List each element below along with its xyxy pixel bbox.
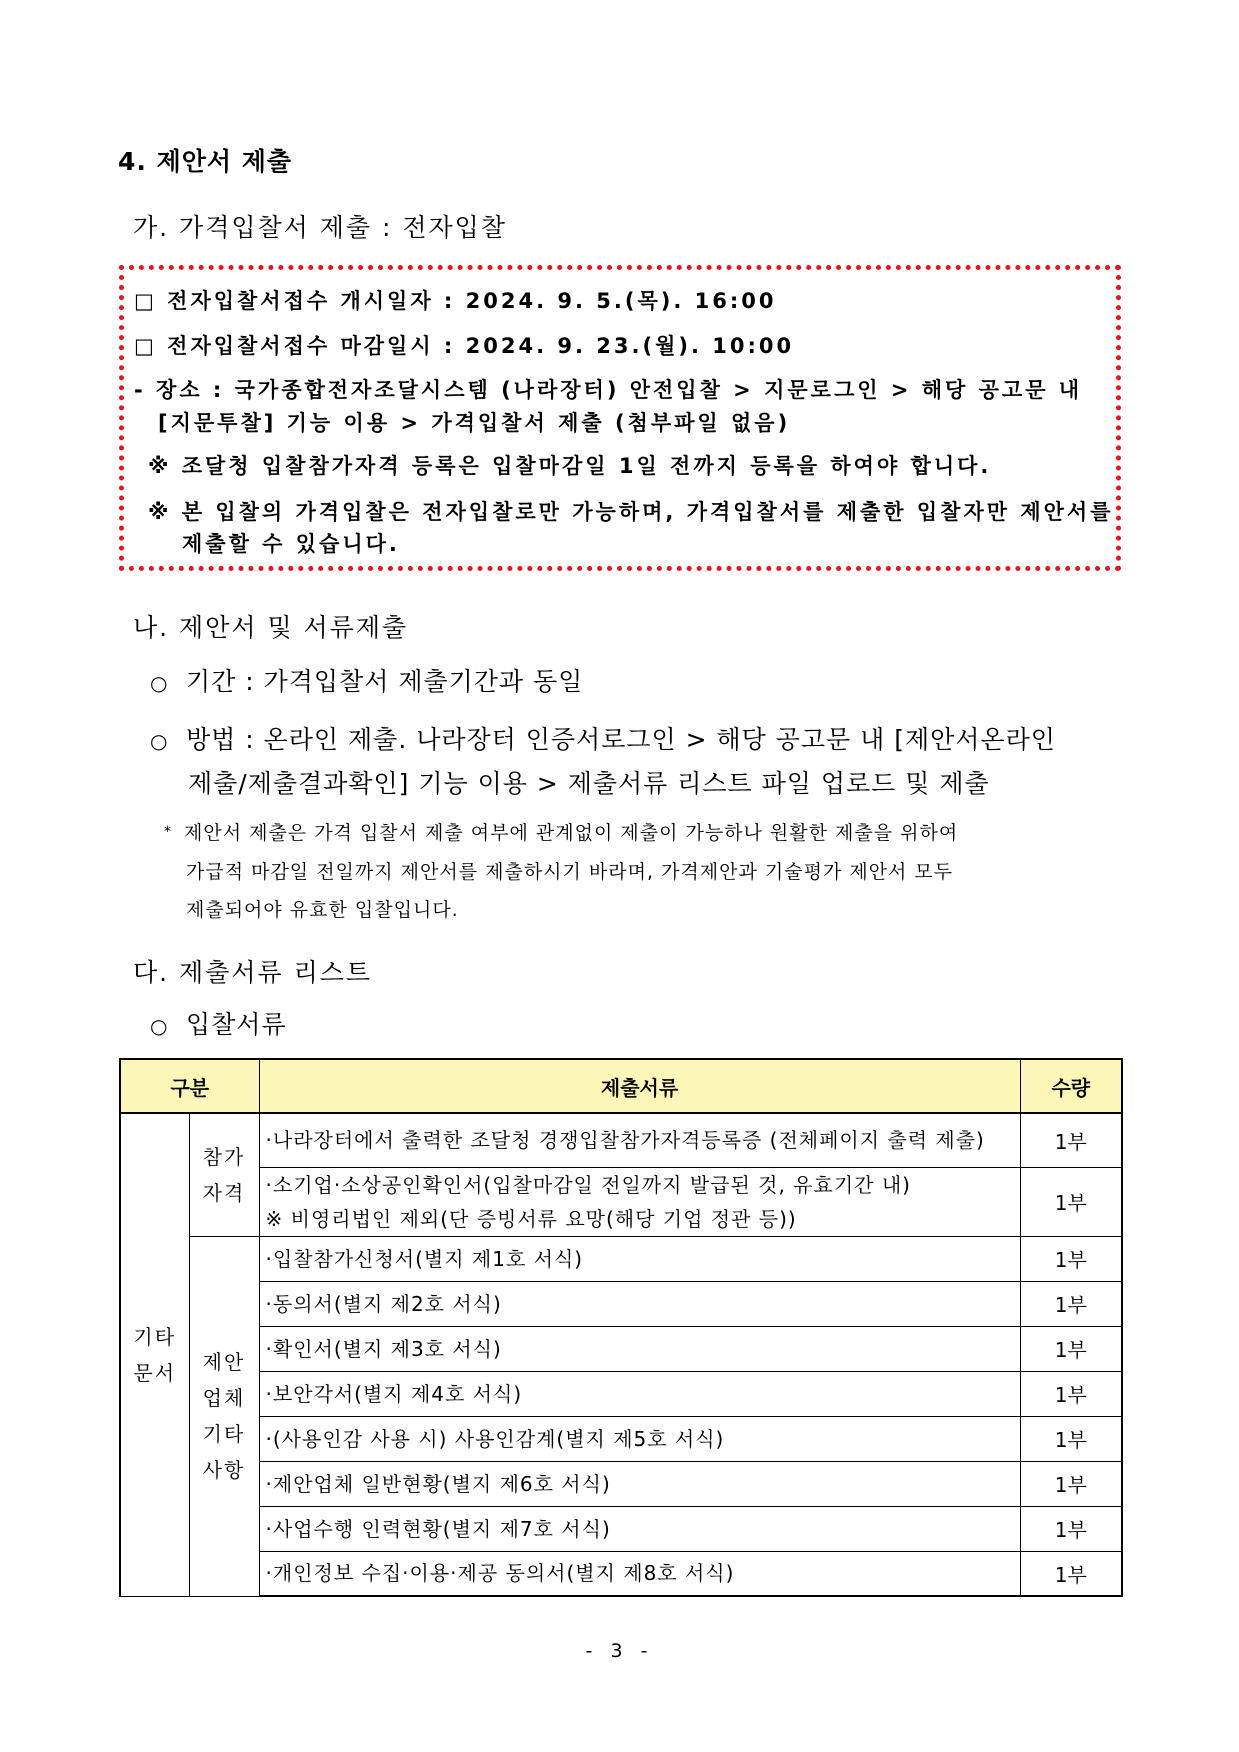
table-header-row bbox=[120, 1059, 1122, 1113]
notice-bidding-note-line-1: ※ 본 입찰의 가격입찰은 전자입찰로만 가능하며, 가격입찰서를 제출한 입찰자만 제안서를 bbox=[148, 500, 1114, 524]
qty-cell: 1부 bbox=[1020, 1236, 1122, 1281]
subsection-c-heading: 다. 제출서류 리스트 bbox=[133, 958, 373, 987]
group-eligibility: 참가 자격 bbox=[189, 1113, 259, 1236]
doc-cell: ·나라장터에서 출력한 조달청 경쟁입찰참가자격등록증 (전체페이지 출력 제출) bbox=[259, 1113, 1020, 1167]
period-text: 기간 : 가격입찰서 제출기간과 동일 bbox=[186, 667, 584, 696]
qty-cell: 1부 bbox=[1020, 1326, 1122, 1371]
qty-cell: 1부 bbox=[1020, 1461, 1122, 1506]
subsection-a-heading: 가. 가격입찰서 제출 : 전자입찰 bbox=[133, 213, 507, 242]
table-row bbox=[120, 1281, 1122, 1326]
notice-location-line-2: [지문투찰] 기능 이용 > 가격입찰서 제출 (첨부파일 없음) bbox=[158, 411, 791, 435]
section-title: 4. 제안서 제출 bbox=[118, 147, 293, 176]
bid-documents-item bbox=[150, 1005, 287, 1041]
header-documents: 제출서류 bbox=[259, 1059, 1020, 1113]
subsection-b-heading: 나. 제안서 및 서류제출 bbox=[133, 613, 409, 642]
table-row bbox=[120, 1371, 1122, 1416]
table-row bbox=[120, 1506, 1122, 1551]
qty-cell: 1부 bbox=[1020, 1551, 1122, 1596]
qty-cell: 1부 bbox=[1020, 1506, 1122, 1551]
notice-location-line-1: - 장소 : 국가종합전자조달시스템 (나라장터) 안전입찰 > 지문로그인 > 해당 공고문 내 bbox=[134, 378, 1083, 402]
qty-cell: 1부 bbox=[1020, 1281, 1122, 1326]
qty-cell: 1부 bbox=[1020, 1371, 1122, 1416]
submission-note-line-2: 가급적 마감일 전일까지 제안서를 제출하시기 바라며, 가격제안과 기술평가 제안서 모두 bbox=[186, 861, 954, 883]
notice-open-date: □ 전자입찰서접수 개시일자 : 2024. 9. 5.(목). 16:00 bbox=[134, 289, 777, 313]
table-row bbox=[120, 1461, 1122, 1506]
doc-cell: ·입찰참가신청서(별지 제1호 서식) bbox=[259, 1236, 1020, 1281]
notice-close-date: □ 전자입찰서접수 마감일시 : 2024. 9. 23.(월). 10:00 bbox=[134, 334, 795, 358]
method-text-line-2: 제출/제출결과확인] 기능 이용 > 제출서류 리스트 파일 업로드 및 제출 bbox=[188, 769, 990, 798]
table-row bbox=[120, 1167, 1122, 1236]
doc-cell: ·동의서(별지 제2호 서식) bbox=[259, 1281, 1020, 1326]
notice-registration-note: ※ 조달청 입찰참가자격 등록은 입찰마감일 1일 전까지 등록을 하여야 합니다. bbox=[148, 454, 992, 478]
doc-cell: ·소기업·소상공인확인서(입찰마감일 전일까지 발급된 것, 유효기간 내) ※ 비영리법인 제외(단 증빙서류 요망(해당 기업 정관 등)) bbox=[259, 1167, 1020, 1236]
group-other-documents: 기타 문서 bbox=[120, 1113, 189, 1596]
header-category: 구분 bbox=[120, 1059, 259, 1113]
method-item bbox=[150, 720, 1056, 756]
header-quantity: 수량 bbox=[1020, 1059, 1122, 1113]
submission-note-line-3: 제출되어야 유효한 입찰입니다. bbox=[186, 899, 459, 921]
qty-cell: 1부 bbox=[1020, 1113, 1122, 1167]
notice-bidding-note-line-2: 제출할 수 있습니다. bbox=[182, 532, 400, 556]
qty-cell: 1부 bbox=[1020, 1167, 1122, 1236]
qty-cell: 1부 bbox=[1020, 1416, 1122, 1461]
table-row bbox=[120, 1551, 1122, 1596]
table-row bbox=[120, 1236, 1122, 1281]
doc-cell: ·(사용인감 사용 시) 사용인감계(별지 제5호 서식) bbox=[259, 1416, 1020, 1461]
circle-bullet-icon: ○ bbox=[150, 1014, 169, 1038]
doc-cell: ·보안각서(별지 제4호 서식) bbox=[259, 1371, 1020, 1416]
group-bidder-other: 제안 업체 기타 사항 bbox=[189, 1236, 259, 1596]
doc-cell: ·개인정보 수집·이용·제공 동의서(별지 제8호 서식) bbox=[259, 1551, 1020, 1596]
period-item bbox=[150, 662, 583, 698]
doc-cell: ·확인서(별지 제3호 서식) bbox=[259, 1326, 1020, 1371]
method-text-line-1: 방법 : 온라인 제출. 나라장터 인증서로그인 > 해당 공고문 내 [제안서온라인 bbox=[186, 725, 1056, 754]
table-row bbox=[120, 1113, 1122, 1167]
page-number: - 3 - bbox=[585, 1640, 654, 1662]
table-row bbox=[120, 1416, 1122, 1461]
doc-cell: ·제안업체 일반현황(별지 제6호 서식) bbox=[259, 1461, 1020, 1506]
document-list-table bbox=[119, 1058, 1123, 1597]
table-row bbox=[120, 1326, 1122, 1371]
circle-bullet-icon: ○ bbox=[150, 671, 169, 695]
bid-documents-label: 입찰서류 bbox=[186, 1010, 287, 1039]
asterisk-icon: * bbox=[164, 824, 172, 840]
circle-bullet-icon: ○ bbox=[150, 729, 169, 753]
submission-note-line-1: * 제안서 제출은 가격 입찰서 제출 여부에 관계없이 제출이 가능하나 원활한 제출을 위하여 bbox=[164, 822, 959, 844]
doc-cell: ·사업수행 인력현황(별지 제7호 서식) bbox=[259, 1506, 1020, 1551]
